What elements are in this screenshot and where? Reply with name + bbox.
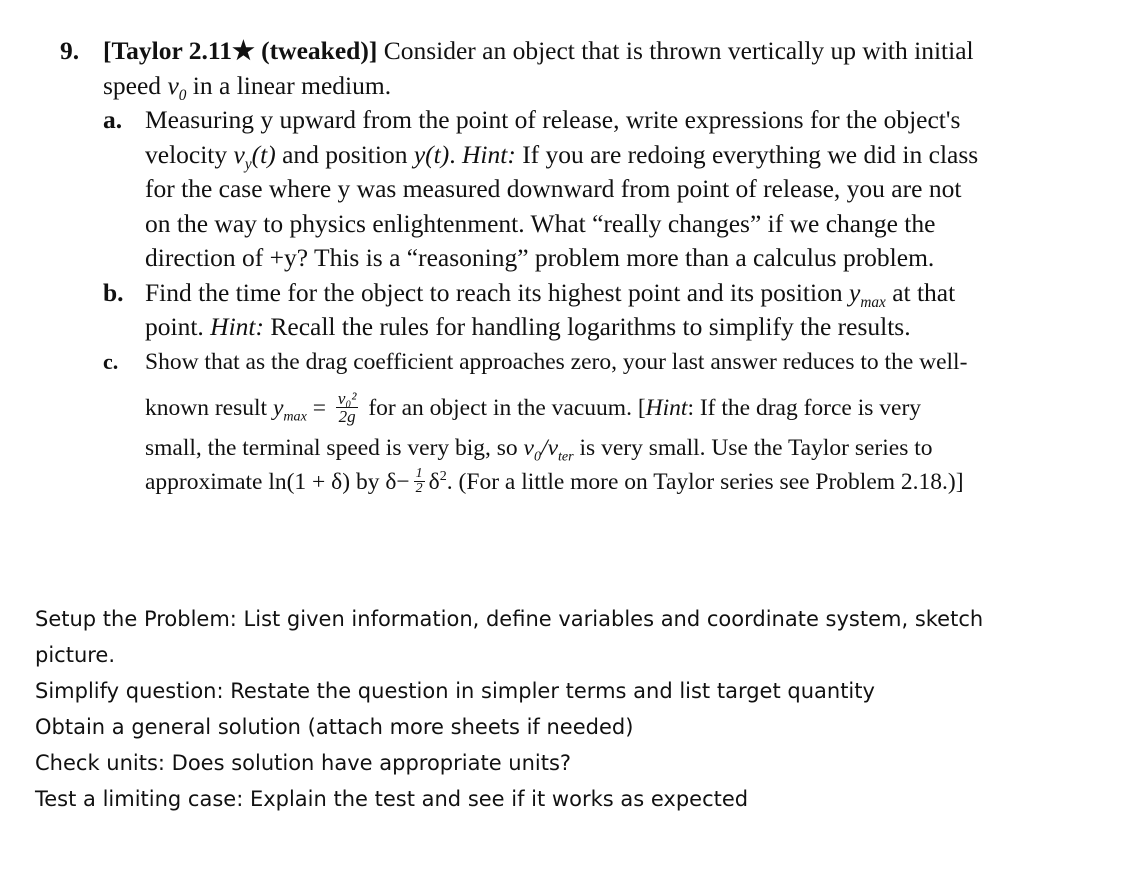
part-c-line2: known result $y_{max}$ = $\frac{\text{v₀²}}{2g}$ for an object in the vacuum. [Hint: If the drag force is very (145, 388, 922, 426)
part-c (60, 345, 1060, 499)
part-b-line1: Find the time for the object to reach its highest point and its position $y_{max}$ at that (145, 277, 956, 311)
v0-symbol: $v_0$ (167, 70, 187, 104)
step-general-solution: Obtain a general solution (attach more sheets if needed) (35, 715, 634, 739)
part-b-line2: point. Hint: Recall the rules for handling logarithms to simplify the results. (145, 312, 911, 341)
problem-intro-line2: speed $v_0$ in a linear medium. (103, 70, 392, 104)
problem-header (60, 34, 1060, 69)
problem-reference: [Taylor 2.11★ (tweaked)] (103, 36, 378, 65)
v0-over-vter-ratio: $v_0/v_{ter}$ (523, 434, 574, 465)
part-a-label: a. (103, 105, 123, 134)
part-b-label: b. (103, 277, 124, 307)
one-half-fraction: $\frac{1}{2}$ (415, 465, 423, 496)
hint-label: Hint: (461, 139, 516, 169)
step-setup-line1: Setup the Problem: List given information, define variables and coordinate system, sketch (35, 607, 984, 631)
part-b (60, 276, 1060, 345)
problem-number: 9. (60, 36, 80, 65)
step-simplify: Simplify question: Restate the question in simpler terms and list target quantity (35, 679, 875, 703)
part-c-line4: approximate ln(1 + δ) by δ− $\frac{1}{2}$ $\delta^2$. (For a little more on Taylor series see Problem 2.18.)] (145, 465, 964, 496)
step-limiting-case: Test a limiting case: Explain the test and see if it works as expected (35, 787, 749, 811)
solution-steps (35, 601, 1085, 817)
part-a-line3: for the case where y was measured downward from point of release, you are not (145, 174, 962, 203)
part-c-line1: Show that as the drag coefficient approaches zero, your last answer reduces to the well- (145, 348, 968, 375)
vy-symbol: $v_y(t)$ (233, 139, 276, 173)
hint-label: Hint (645, 394, 688, 421)
step-check-units: Check units: Does solution have appropriate units? (35, 751, 572, 775)
part-c-line3: small, the terminal speed is very big, so $v_0/v_{ter}$ is very small. Use the Taylor series to (145, 434, 933, 465)
part-a (60, 103, 1060, 276)
problem-intro-line1: Consider an object that is thrown vertically up with initial (383, 36, 974, 65)
position-symbol: y(t) (413, 139, 450, 169)
part-a-line2: velocity $v_y(t)$ and position y(t). Hint: If you are redoing everything we did in class (145, 139, 979, 173)
problem-9 (60, 34, 1060, 499)
step-setup-line2: picture. (35, 643, 116, 667)
part-a-line5: direction of +y? This is a “reasoning” problem more than a calculus problem. (145, 243, 935, 272)
hint-label: Hint: (210, 312, 264, 341)
part-c-label: c. (103, 348, 119, 374)
part-a-line1: Measuring y upward from the point of release, write expressions for the object's (145, 105, 961, 134)
ymax-symbol: $y_{max}$ (272, 394, 307, 425)
ymax-symbol: $y_{max}$ (848, 277, 886, 311)
part-a-line4: on the way to physics enlightenment. What “really changes” if we change the (145, 208, 936, 238)
v0-squared-over-2g-fraction: $\frac{\text{v₀²}}{2g}$ (337, 388, 357, 426)
